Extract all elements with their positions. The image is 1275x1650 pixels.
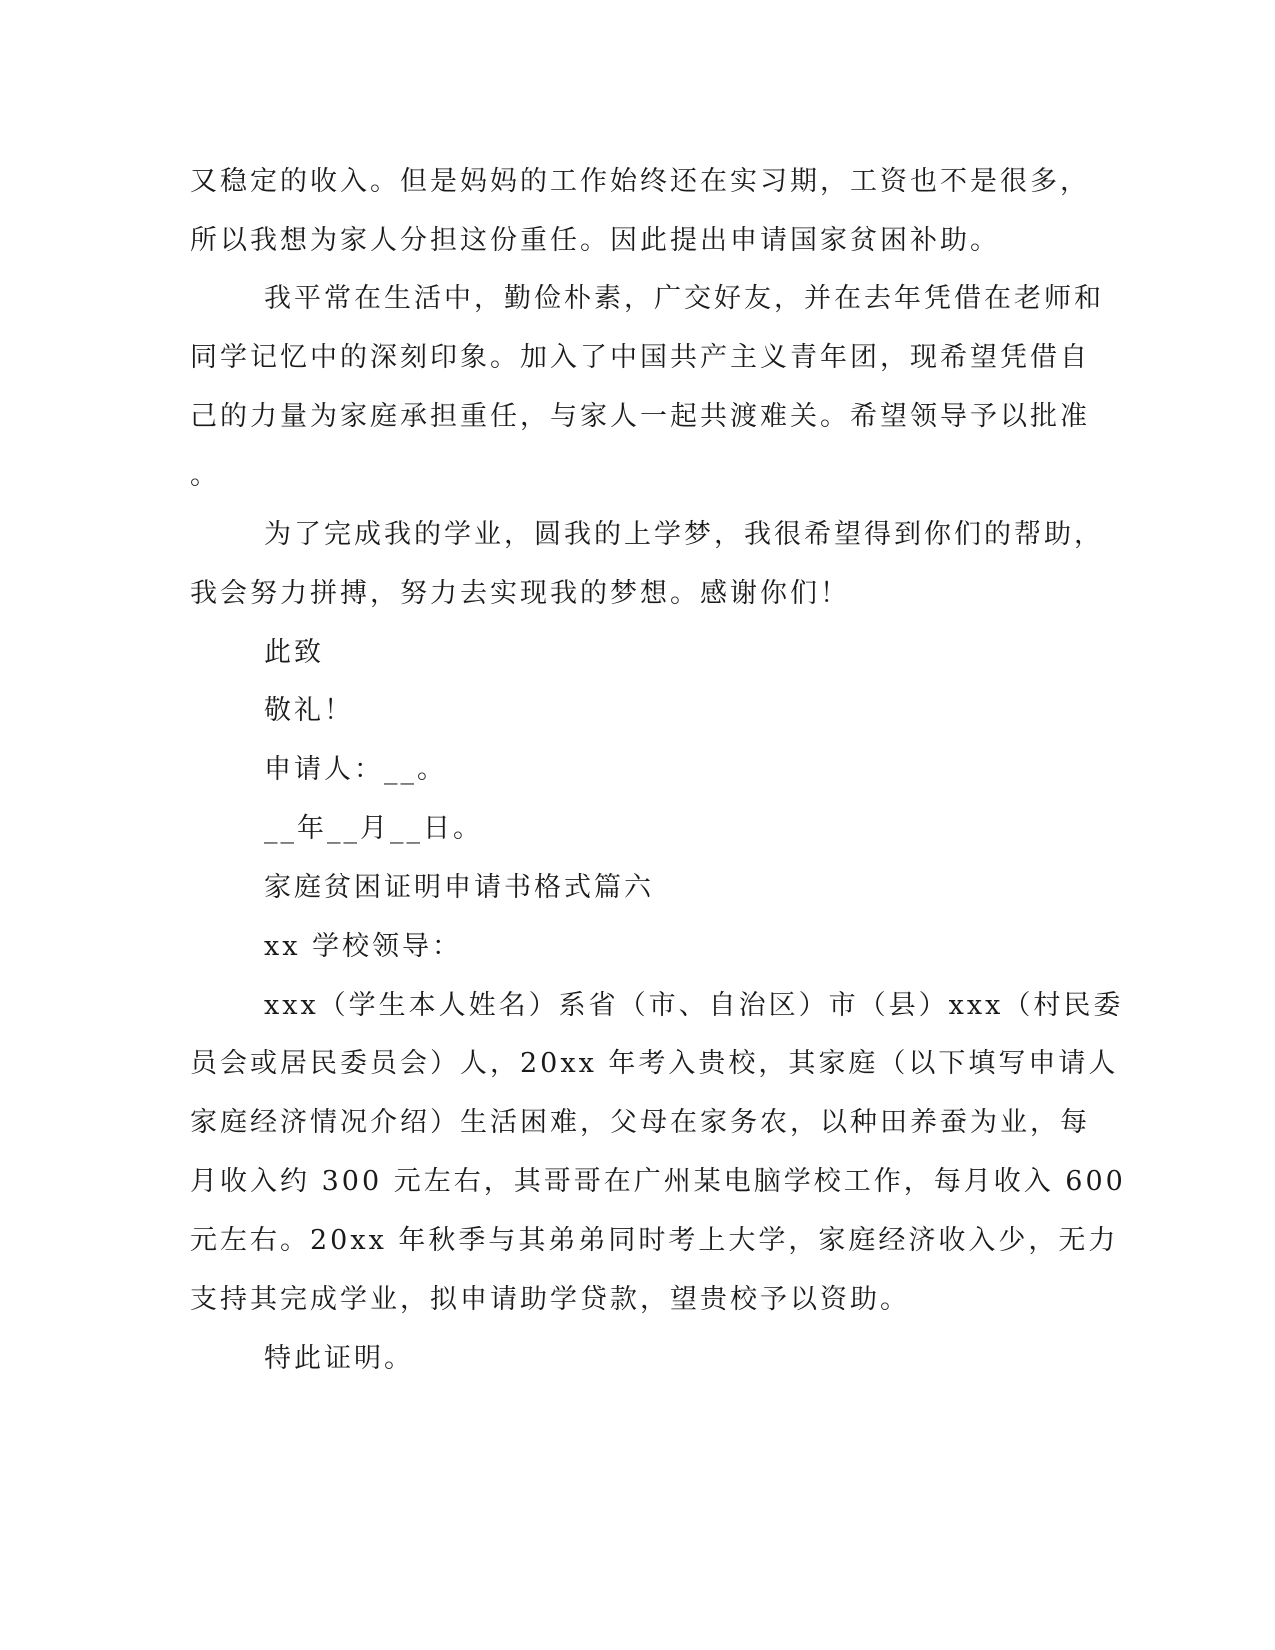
text-line: 所以我想为家人分担这份重任。因此提出申请国家贫困补助。	[190, 225, 1000, 256]
text-line: 我会努力拼搏，努力去实现我的梦想。感谢你们！	[190, 578, 850, 609]
salutation-line: 敬礼！	[264, 695, 354, 726]
salutation-line: 此致	[264, 637, 324, 668]
text-line: 月收入约 300 元左右，其哥哥在广州某电脑学校工作，每月收入 600	[190, 1166, 1126, 1197]
section-heading: 家庭贫困证明申请书格式篇六	[264, 872, 654, 903]
text-line: 又稳定的收入。但是妈妈的工作始终还在实习期，工资也不是很多，	[190, 166, 1090, 197]
text-line: 我平常在生活中，勤俭朴素，广交好友，并在去年凭借在老师和	[264, 283, 1104, 314]
text-line: 己的力量为家庭承担重任，与家人一起共渡难关。希望领导予以批准	[190, 401, 1090, 432]
closing-line: 特此证明。	[264, 1343, 414, 1374]
applicant-line: 申请人：__。	[264, 754, 447, 785]
text-line: 。	[190, 460, 220, 491]
date-line: __年__月__日。	[264, 813, 483, 844]
text-line: 为了完成我的学业，圆我的上学梦，我很希望得到你们的帮助，	[264, 519, 1104, 550]
text-line: 员会或居民委员会）人，20xx 年考入贵校，其家庭（以下填写申请人	[190, 1048, 1119, 1079]
text-line: xxx（学生本人姓名）系省（市、自治区）市（县）xxx（村民委	[264, 990, 1124, 1021]
text-line: 家庭经济情况介绍）生活困难，父母在家务农，以种田养蚕为业，每	[190, 1107, 1090, 1138]
text-line: 同学记忆中的深刻印象。加入了中国共产主义青年团，现希望凭借自	[190, 342, 1090, 373]
text-line: 支持其完成学业，拟申请助学贷款，望贵校予以资助。	[190, 1284, 910, 1315]
text-line: 元左右。20xx 年秋季与其弟弟同时考上大学，家庭经济收入少，无力	[190, 1225, 1119, 1256]
addressee-line: xx 学校领导：	[264, 931, 463, 962]
